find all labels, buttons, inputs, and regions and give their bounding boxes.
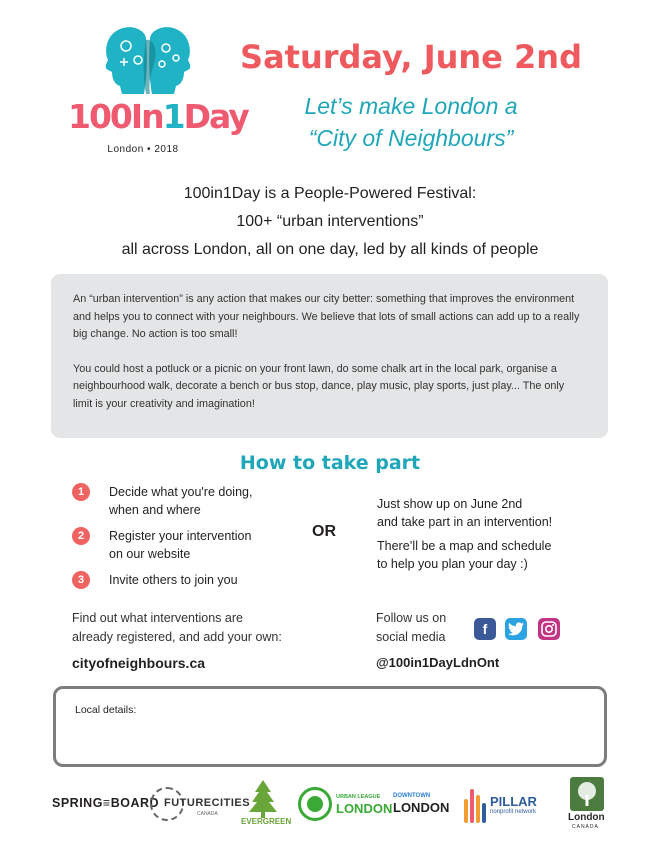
pillar-nonprofit-logo [464, 785, 554, 825]
intro-line: 100+ “urban interventions” [236, 213, 424, 230]
future-cities-subtext: CANADA [197, 811, 218, 817]
two-heads-icon [98, 26, 198, 96]
alternative-line: Just show up on June 2nd [377, 497, 523, 511]
logo-subtitle: London • 2018 [107, 144, 179, 155]
evergreen-text: EVERGREEN [241, 817, 292, 826]
follow-text-line: Follow us on [376, 611, 447, 625]
instagram-camera-icon [541, 621, 557, 637]
step-line: Register your intervention [109, 529, 252, 543]
facebook-icon[interactable]: f [474, 618, 496, 640]
local-details-label: Local details: [75, 704, 137, 716]
downtown-london-logo [393, 793, 457, 814]
pillar-text: PILLAR [490, 794, 537, 809]
alternative-line: and take part in an intervention! [377, 515, 553, 529]
step-line: Decide what you're doing, [109, 485, 253, 499]
logo-word-part: 100In [68, 97, 163, 136]
pillar-subtext: nonprofit network [490, 809, 537, 815]
festival-logo [68, 26, 248, 166]
step-number-badge: 1 [72, 483, 90, 501]
twitter-icon[interactable] [505, 618, 527, 640]
london-subtext: CANADA [572, 824, 599, 830]
or-divider-label: OR [312, 523, 336, 540]
info-paragraph: You could host a potluck or a picnic on your front lawn, do some chalk art in the local park, organise a neighbourhood walk, decorate a bench or bus stop, dance, play music, play sports, just play... The only limit is your creativity and imagination! [73, 362, 565, 410]
twitter-bird-icon [508, 622, 524, 636]
alternative-paragraph [377, 537, 607, 573]
intro-line: all across London, all on one day, led by all kinds of people [121, 241, 539, 258]
urban-league-circle-icon [298, 787, 332, 821]
london-text: London [568, 812, 605, 823]
evergreen-tree-icon [241, 780, 285, 818]
info-box [51, 274, 608, 438]
event-date-heading: Saturday, June 2nd [240, 38, 582, 76]
step-number-badge: 3 [72, 571, 90, 589]
step-line: on our website [109, 547, 191, 561]
intro-line: 100in1Day is a People-Powered Festival: [183, 185, 477, 202]
logo-wordmark [68, 97, 248, 136]
instagram-icon[interactable] [538, 618, 560, 640]
alternative-line: to help you plan your day :) [377, 557, 528, 571]
springboard-logo: SPRING≡BOARD [52, 796, 160, 810]
local-details-box [53, 686, 607, 767]
website-link[interactable]: cityofneighbours.ca [72, 655, 206, 671]
alternative-line: There’ll be a map and schedule [377, 539, 552, 553]
city-of-london-logo [568, 777, 608, 833]
social-handle[interactable]: @100in1DayLdnOnt [376, 655, 500, 670]
website-text-line: already registered, and add your own: [72, 630, 282, 644]
downtown-text: DOWNTOWN [393, 793, 431, 799]
urban-league-text: LONDON [336, 801, 393, 816]
urban-league-london-logo [298, 787, 393, 823]
how-to-title: How to take part [239, 452, 421, 474]
step-text [109, 483, 319, 519]
logo-word-part: Day [183, 97, 248, 136]
follow-us-text [376, 609, 476, 647]
london-tree-icon [570, 777, 604, 811]
tagline [266, 90, 556, 154]
step-number-badge: 2 [72, 527, 90, 545]
follow-text-line: social media [376, 630, 446, 644]
step-text [109, 571, 319, 589]
tagline-line: Let’s make London a [304, 93, 518, 119]
alternative-option [377, 495, 607, 573]
alternative-paragraph [377, 495, 607, 531]
step-text [109, 527, 319, 563]
future-cities-canada-logo [150, 787, 251, 825]
urban-league-text: URBAN LEAGUE [336, 794, 381, 800]
intro-text [40, 180, 620, 264]
info-paragraph: An “urban intervention” is any action that makes our city better: something that improves the environment and helps you to connect with your neighbours. We believe that lots of small actions can add up to a really big change. No action is too small! [73, 293, 580, 340]
step-line: when and where [109, 503, 201, 517]
logo-word-part: 1 [162, 97, 184, 136]
evergreen-logo [238, 780, 292, 830]
website-description [72, 609, 332, 647]
pillar-bars-icon [464, 785, 486, 823]
website-text-line: Find out what interventions are [72, 611, 243, 625]
future-cities-text: FUTURECITIES [164, 797, 251, 809]
downtown-text: LONDON [393, 800, 450, 815]
step-line: Invite others to join you [109, 573, 238, 587]
tagline-line: “City of Neighbours” [308, 125, 514, 151]
